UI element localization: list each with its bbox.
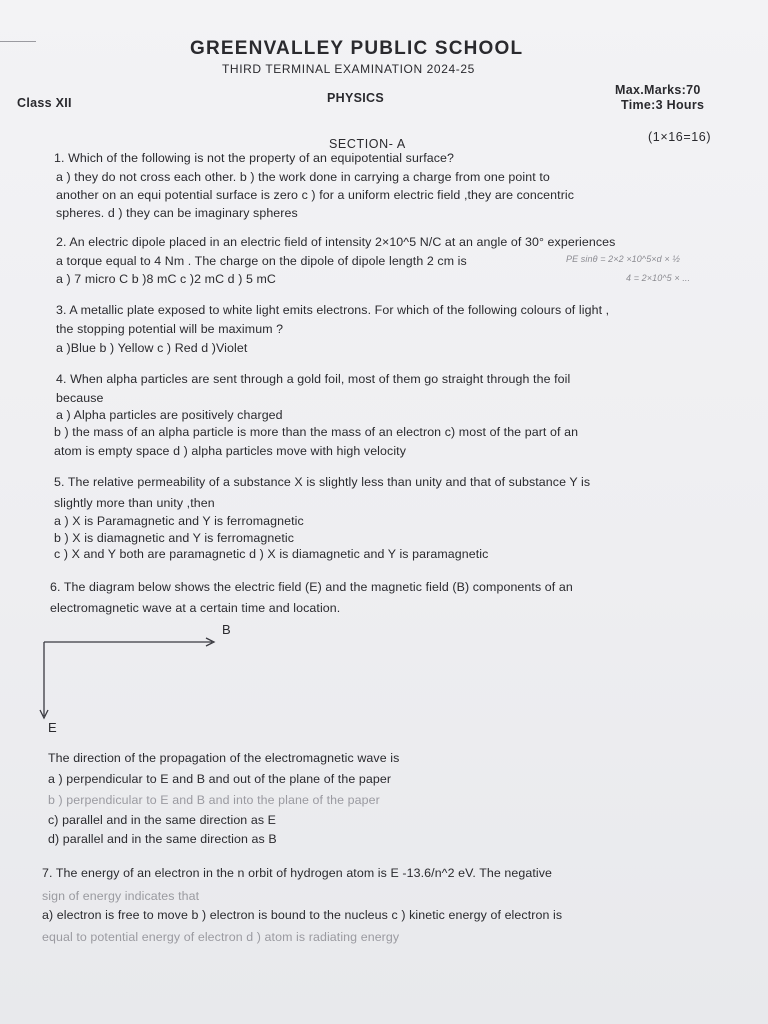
question-2: 2. An electric dipole placed in an electric field of intensity 2×10^5 N/C at an angle of 30° experiences [56, 235, 616, 249]
question-2: a torque equal to 4 Nm . The charge on the dipole of dipole length 2 cm is [56, 254, 467, 268]
question-4: because [56, 391, 104, 405]
question-6-option-a: a ) perpendicular to E and B and out of the plane of the paper [48, 772, 392, 786]
question-5-options: a ) X is Paramagnetic and Y is ferromagnetic [54, 514, 304, 528]
margin-mark [0, 41, 36, 42]
question-6-option-d: d) parallel and in the same direction as B [48, 832, 277, 846]
class-label: Class XII [17, 96, 72, 110]
question-1: 1. Which of the following is not the property of an equipotential surface? [54, 151, 455, 165]
question-4-options: a ) Alpha particles are positively charged [56, 408, 283, 422]
question-6: electromagnetic wave at a certain time and location. [50, 601, 341, 615]
question-4-options: atom is empty space d ) alpha particles move with high velocity [54, 444, 407, 458]
subject-label: PHYSICS [327, 91, 384, 105]
time-label: Time:3 Hours [621, 98, 705, 112]
section-title: SECTION- A [329, 137, 406, 151]
handwritten-note: PE sinθ = 2×2 ×10^5×d × ½ [566, 254, 680, 264]
question-7: sign of energy indicates that [42, 889, 200, 903]
question-5-options: c ) X and Y both are paramagnetic d ) X is diamagnetic and Y is paramagnetic [54, 547, 489, 561]
handwritten-note: 4 = 2×10^5 × ... [626, 273, 691, 283]
question-5-options: b ) X is diamagnetic and Y is ferromagnetic [54, 531, 295, 545]
exam-title: THIRD TERMINAL EXAMINATION 2024-25 [222, 62, 475, 76]
question-6-option-c: c) parallel and in the same direction as E [48, 813, 277, 827]
question-7-options: a) electron is free to move b ) electron is bound to the nucleus c ) kinetic energy of electron is [42, 908, 563, 922]
question-7-options: equal to potential energy of electron d ) atom is radiating energy [42, 930, 400, 944]
label-e: E [48, 720, 57, 735]
question-6: 6. The diagram below shows the electric field (E) and the magnetic field (B) components of an [50, 580, 573, 594]
question-6-stem: The direction of the propagation of the electromagnetic wave is [48, 751, 400, 765]
question-6-option-b: b ) perpendicular to E and B and into the plane of the paper [48, 793, 380, 807]
section-marks: (1×16=16) [648, 130, 712, 144]
question-2-options: a ) 7 micro C b )8 mC c )2 mC d ) 5 mC [56, 272, 276, 286]
school-name: GREENVALLEY PUBLIC SCHOOL [190, 38, 524, 59]
question-1-options: a ) they do not cross each other. b ) the work done in carrying a charge from one point to [56, 170, 550, 184]
question-3: the stopping potential will be maximum ? [56, 322, 284, 336]
question-4-options: b ) the mass of an alpha particle is more than the mass of an electron c) most of the part of an [54, 425, 579, 439]
question-5: 5. The relative permeability of a substance X is slightly less than unity and that of substance Y is [54, 475, 591, 489]
question-3-options: a )Blue b ) Yellow c ) Red d )Violet [56, 341, 248, 355]
question-4: 4. When alpha particles are sent through a gold foil, most of them go straight through the foil [56, 372, 571, 386]
em-wave-diagram [30, 616, 240, 736]
label-b: B [222, 622, 231, 637]
question-5: slightly more than unity ,then [54, 496, 215, 510]
question-3: 3. A metallic plate exposed to white light emits electrons. For which of the following colours of light , [56, 303, 610, 317]
question-7: 7. The energy of an electron in the n orbit of hydrogen atom is E -13.6/n^2 eV. The negative [42, 866, 553, 880]
max-marks: Max.Marks:70 [615, 83, 701, 97]
question-1-options: spheres. d ) they can be imaginary spheres [56, 206, 298, 220]
question-1-options: another on an equi potential surface is zero c ) for a uniform electric field ,they are concentric [56, 188, 575, 202]
